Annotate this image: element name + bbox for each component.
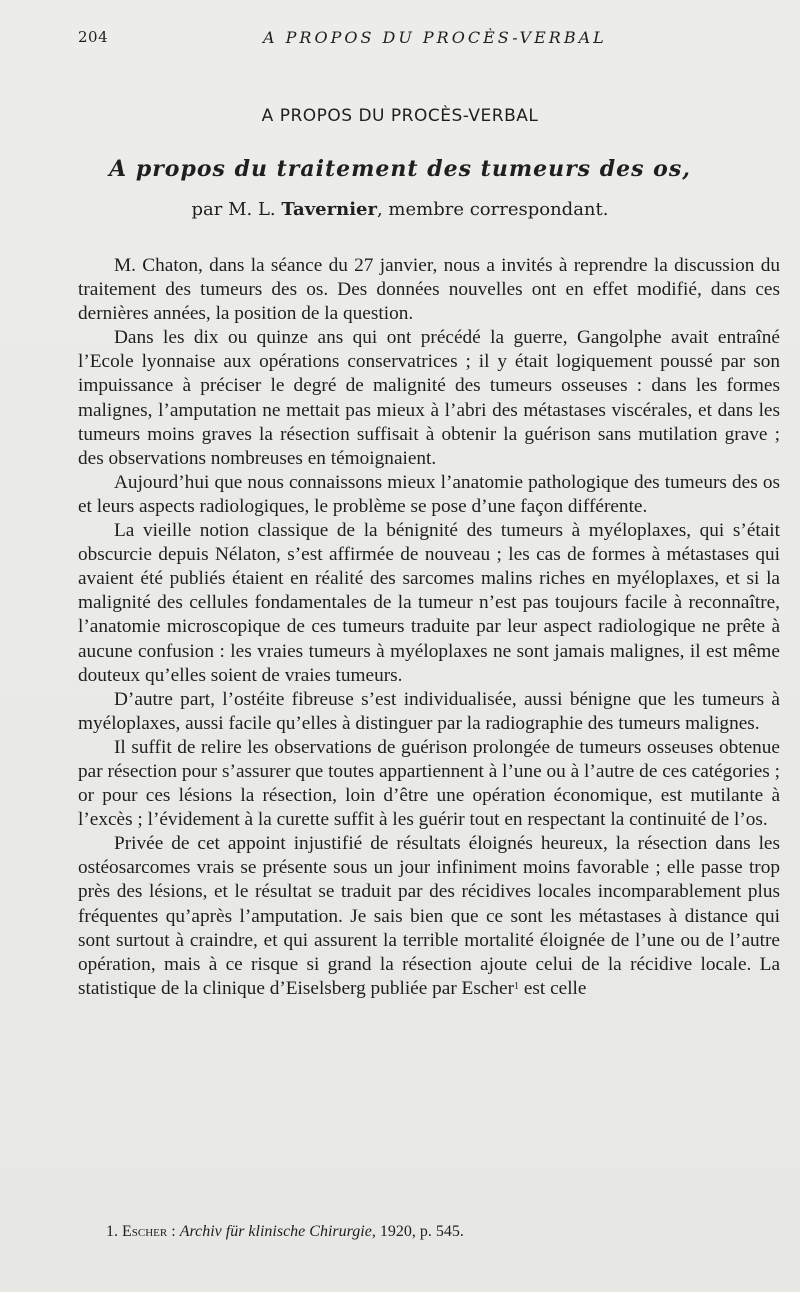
byline <box>0 199 800 220</box>
paragraph: La vieille notion classique de la bénignité des tumeurs à myéloplaxes, qui s’était obscurcie depuis Nélaton, s’est affirmée de nouveau ; les cas de formes à métastases qui avaient été publiés étaient en réalité des sarcomes malins riches en myéloplaxes, et si la malignité des cellules fondamentales de la tumeur n’est pas toujours facile à reconnaître, l’anatomie microscopique de ces tumeurs traduite par leur aspect radiologique ne prête à aucune confusion : les vraies tumeurs à myéloplaxes ne sont jamais malignes, il est même douteux qu’elles soient de vraies tumeurs. <box>78 520 780 686</box>
paragraph: Aujourd’hui que nous connaissons mieux l’anatomie pathologique des tumeurs des os et leurs aspects radiologiques, le problème se pose d’une façon différente. <box>78 471 780 517</box>
footnote-number: 1. <box>106 1223 118 1240</box>
paragraph: Dans les dix ou quinze ans qui ont précédé la guerre, Gangolphe avait entraîné l’Ecole lyonnaise aux opérations conservatrices ; il y était logiquement poussé par son impuissance à préciser le degré de malignité des tumeurs osseuses : dans les formes malignes, l’amputation ne mettait pas mieux à l’abri des métastases viscérales, et dans les tumeurs moins graves la résection suffisait à obtenir la guérison sans mutilation grave ; des observations nombreuses en témoignaient. <box>78 327 780 469</box>
paragraph-last <box>78 832 780 1001</box>
byline-author: Tavernier <box>281 199 377 220</box>
article-body <box>78 254 780 1001</box>
running-head <box>78 28 778 52</box>
footnote-author: Escher <box>122 1223 168 1240</box>
paragraph: D’autre part, l’ostéite fibreuse s’est individualisée, aussi bénigne que les tumeurs à myéloplaxes, aussi facile qu’elles à distinguer par la radiographie des tumeurs malignes. <box>78 688 780 734</box>
footnote-reference[interactable]: 1 <box>514 980 520 992</box>
byline-suffix: , membre correspondant. <box>376 199 609 220</box>
section-title: A PROPOS DU PROCÈS-VERBAL <box>261 106 539 126</box>
byline-prefix: par M. L. <box>191 199 276 220</box>
paragraph: Il suffit de relire les observations de guérison prolongée de tumeurs osseuses obtenue par résection pour s’assurer que toutes appartiennent à l’une ou à l’autre de ces catégories ; or pour ces lésions la résection, loin d’être une opération économique, est mutilante à l’excès ; l’évidement à la curette suffit à les guérir tout en respectant la continuité de l’os. <box>78 736 780 831</box>
footnote <box>106 1222 780 1242</box>
footnote-separator: : <box>167 1223 180 1240</box>
article-title: A propos du traitement des tumeurs des os, <box>109 156 691 182</box>
page-number: 204 <box>78 28 109 46</box>
footnote-rest: , 1920, p. 545. <box>371 1223 464 1240</box>
running-title: A PROPOS DU PROCÈS-VERBAL <box>263 28 607 47</box>
paragraph-tail: est celle <box>519 977 587 999</box>
paragraph: M. Chaton, dans la séance du 27 janvier, nous a invités à reprendre la discussion du traitement des tumeurs des os. Des données nouvelles ont en effet modifié, dans ces dernières années, la position de la question. <box>78 255 780 325</box>
paragraph-text: Privée de cet appoint injustifié de résultats éloignés heureux, la résection dans les ostéosarcomes vrais se présente sous un jour infiniment moins favorable ; elle passe trop près des lésions, et le résultat se traduit par des récidives locales incomparablement plus fréquentes qu’après l’amputation. Je sais bien que ce sont les métastases à distance qui sont surtout à craindre, et qui assurent la terrible mortalité éloignée de l’une ou de l’autre opération, mais à ce risque si grand la résection ajoute celui de la récidive locale. La statistique de la clinique d’Eiselsberg publiée par Escher <box>78 833 780 999</box>
footnote-journal: Archiv für klinische Chirurgie <box>179 1223 372 1240</box>
